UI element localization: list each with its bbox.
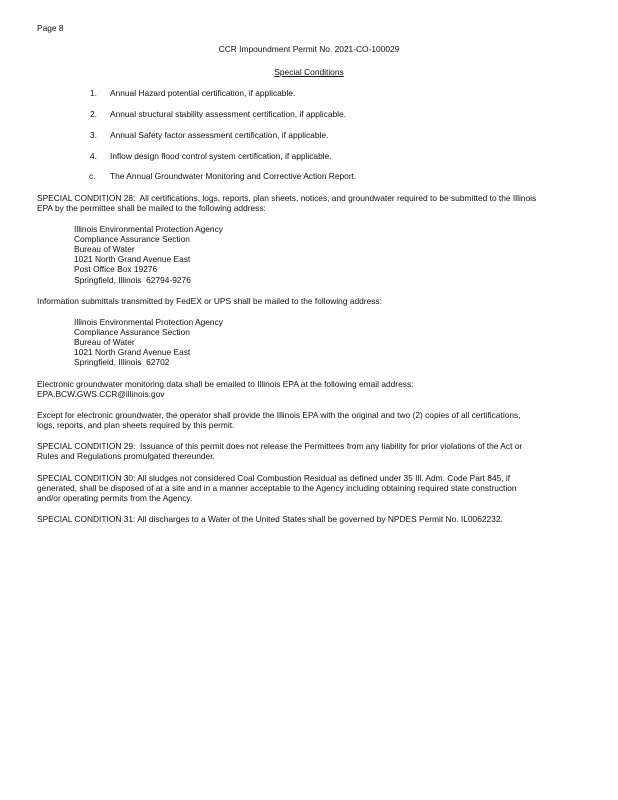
address-line: Springfield, Illinois 62794-9276 xyxy=(74,275,191,285)
special-condition-31: SPECIAL CONDITION 31: All discharges to a Water of the United States shall be governed by NPDES Permit No. IL0062232. xyxy=(37,514,503,524)
item-text: Annual Safety factor assessment certification, if applicable. xyxy=(110,130,329,140)
special-condition-30-line3: and/or operating permits from the Agency. xyxy=(37,493,193,503)
item-letter: c. xyxy=(89,171,96,181)
item-text: Annual structural stability assessment certification, if applicable. xyxy=(110,109,347,119)
item-text: Inflow design flood control system certification, if applicable. xyxy=(110,151,332,161)
address-line: Post Office Box 19276 xyxy=(74,264,158,274)
special-condition-30-line2: generated, shall be disposed of at a site and in a manner acceptable to the Agency including obtaining required state construction xyxy=(37,483,517,493)
section-title: Special Conditions xyxy=(274,67,344,77)
special-condition-29-line2: Rules and Regulations promulgated thereunder. xyxy=(37,451,215,461)
item-text: The Annual Groundwater Monitoring and Corrective Action Report. xyxy=(110,171,357,181)
copies-paragraph-line2: logs, reports, and plan sheets required by this permit. xyxy=(37,420,235,430)
special-condition-28-line1: SPECIAL CONDITION 28: All certifications, logs, reports, plan sheets, notices, and groundwater required to be submitted to the Illinois xyxy=(37,193,537,203)
email-address: EPA.BCW.GWS.CCR@illinois.gov xyxy=(37,389,165,399)
item-number: 1. xyxy=(90,88,97,98)
address-line: 1021 North Grand Avenue East xyxy=(74,347,191,357)
item-number: 4. xyxy=(90,151,97,161)
copies-paragraph-line1: Except for electronic groundwater, the operator shall provide the Illinois EPA with the original and two (2) copies of all certifications, xyxy=(37,410,521,420)
email-instructions: Electronic groundwater monitoring data shall be emailed to Illinois EPA at the following email address: xyxy=(37,379,414,389)
address-line: Springfield, Illinois 62702 xyxy=(74,357,170,367)
item-number: 2. xyxy=(90,109,97,119)
address-line: Compliance Assurance Section xyxy=(74,327,190,337)
fedex-instructions: Information submittals transmitted by FedEX or UPS shall be mailed to the following address: xyxy=(37,296,382,306)
item-number: 3. xyxy=(90,130,97,140)
address-line: Compliance Assurance Section xyxy=(74,234,190,244)
address-line: Bureau of Water xyxy=(74,244,135,254)
address-line: Illinois Environmental Protection Agency xyxy=(74,224,223,234)
address-line: 1021 North Grand Avenue East xyxy=(74,254,191,264)
special-condition-29-line1: SPECIAL CONDITION 29: Issuance of this permit does not release the Permittees from any liability for prior violations of the Act or xyxy=(37,441,523,451)
address-line: Illinois Environmental Protection Agency xyxy=(74,317,223,327)
item-text: Annual Hazard potential certification, if applicable. xyxy=(110,88,296,98)
special-condition-30-line1: SPECIAL CONDITION 30: All sludges not considered Coal Combustion Residual as defined under 35 Ill. Adm. Code Part 845, if xyxy=(37,473,511,483)
special-condition-28-line2: EPA by the permittee shall be mailed to the following address: xyxy=(37,203,266,213)
permit-header: CCR Impoundment Permit No. 2021-CO-100029 xyxy=(218,44,400,54)
address-line: Bureau of Water xyxy=(74,337,135,347)
page-number: Page 8 xyxy=(37,23,64,33)
